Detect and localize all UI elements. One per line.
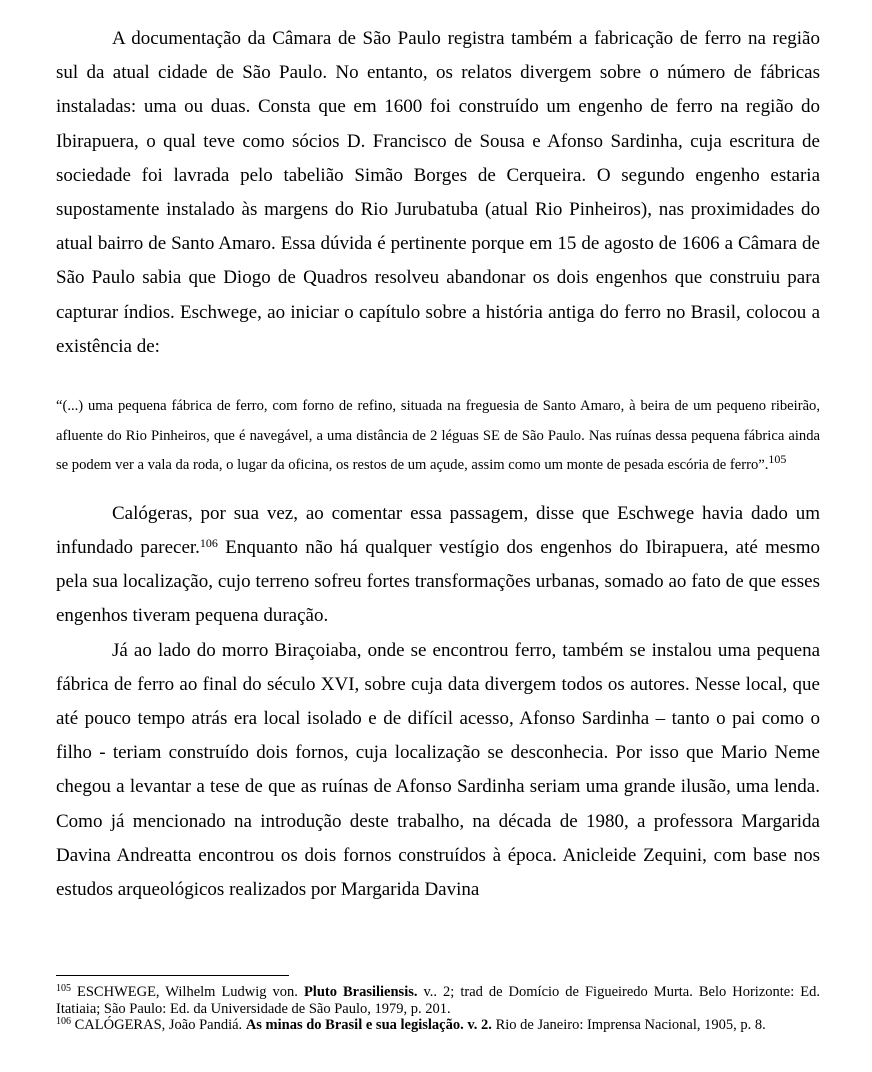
footnote-number: 105 — [56, 983, 71, 994]
block-quote — [56, 392, 820, 481]
footnote-details: v.. 2; trad de Domício de Figueiredo Murta. Belo Horizonte: Ed. Itatiaia; São Paulo: Ed. da Universidade de São Paulo, 1979, p. 201. — [56, 984, 820, 1017]
footnote-ref-105[interactable]: 105 — [768, 452, 787, 467]
footnote-separator — [56, 975, 289, 976]
quote-text: “(...) uma pequena fábrica de ferro, com forno de refino, situada na freguesia de Santo Amaro, à beira de um pequeno ribeirão, afluente do Rio Pinheiros, que é navegável, a uma distância de 2 léguas SE de São Paulo. Nas ruínas dessa pequena fábrica ainda se podem ver a vala da roda, o lugar da oficina, os restos de um açude, assim como um monte de pesada escória de ferro”. — [56, 398, 820, 474]
footnote-title: Pluto Brasiliensis. — [303, 984, 418, 1000]
body-paragraph-1: A documentação da Câmara de São Paulo registra também a fabricação de ferro na região sul da atual cidade de São Paulo. No entanto, os relatos divergem sobre o número de fábricas instaladas: uma ou duas. Consta que em 1600 foi construído um engenho de ferro na região do Ibirapuera, o qual teve como sócios D. Francisco de Sousa e Afonso Sardinha, cuja escritura de sociedade foi lavrada pelo tabelião Simão Borges de Cerqueira. O segundo engenho estaria supostamente instalado às margens do Rio Jurubatuba (atual Rio Pinheiros), nas proximidades do atual bairro de Santo Amaro. Essa dúvida é pertinente porque em 15 de agosto de 1606 a Câmara de São Paulo sabia que Diogo de Quadros resolveu abandonar os dois engenhos que construiu para capturar índios. Eschwege, ao iniciar o capítulo sobre a história antiga do ferro no Brasil, colocou a existência de: — [56, 28, 820, 357]
footnote-105 — [56, 984, 820, 1017]
document-page — [56, 22, 820, 907]
footnote-number: 106 — [56, 1016, 71, 1028]
footnote-details: Rio de Janeiro: Imprensa Nacional, 1905, p. 8. — [491, 1017, 766, 1034]
footnote-author: ESCHWEGE, Wilhelm Ludwig von. — [71, 984, 304, 1000]
footnote-106 — [56, 1017, 820, 1034]
footnote-ref-106[interactable]: 106 — [199, 536, 218, 551]
body-paragraph-2 — [56, 497, 820, 634]
footnote-author: CALÓGERAS, João Pandiá. — [71, 1017, 246, 1034]
footnotes-section — [56, 984, 820, 1034]
body-paragraph-3: Já ao lado do morro Biraçoiaba, onde se encontrou ferro, também se instalou uma pequena fábrica de ferro ao final do século XVI, sobre cuja data divergem todos os autores. Nesse local, que até pouco tempo atrás era local isolado e de difícil acesso, Afonso Sardinha – tanto o pai como o filho - teriam construído dois fornos, cuja localização se desconhecia. Por isso que Mario Neme chegou a levantar a tese de que as ruínas de Afonso Sardinha seriam uma grande ilusão, uma lenda. Como já mencionado na introdução deste trabalho, na década de 1980, a professora Margarida Davina Andreatta encontrou os dois fornos construídos à época. Anicleide Zequini, com base nos estudos arqueológicos realizados por Margarida Davina — [56, 639, 820, 901]
paragraph-2-text-after: Enquanto não há qualquer vestígio dos engenhos do Ibirapuera, até mesmo pela sua localização, cujo terreno sofreu fortes transformações urbanas, somado ao fato de que esses engenhos tiveram pequena duração. — [56, 537, 820, 627]
footnote-title: As minas do Brasil e sua legislação. v. 2. — [245, 1017, 492, 1034]
paragraph-2-text-before: Calógeras, por sua vez, ao comentar essa passagem, disse que Eschwege havia dado um infundado parecer. — [56, 502, 820, 559]
